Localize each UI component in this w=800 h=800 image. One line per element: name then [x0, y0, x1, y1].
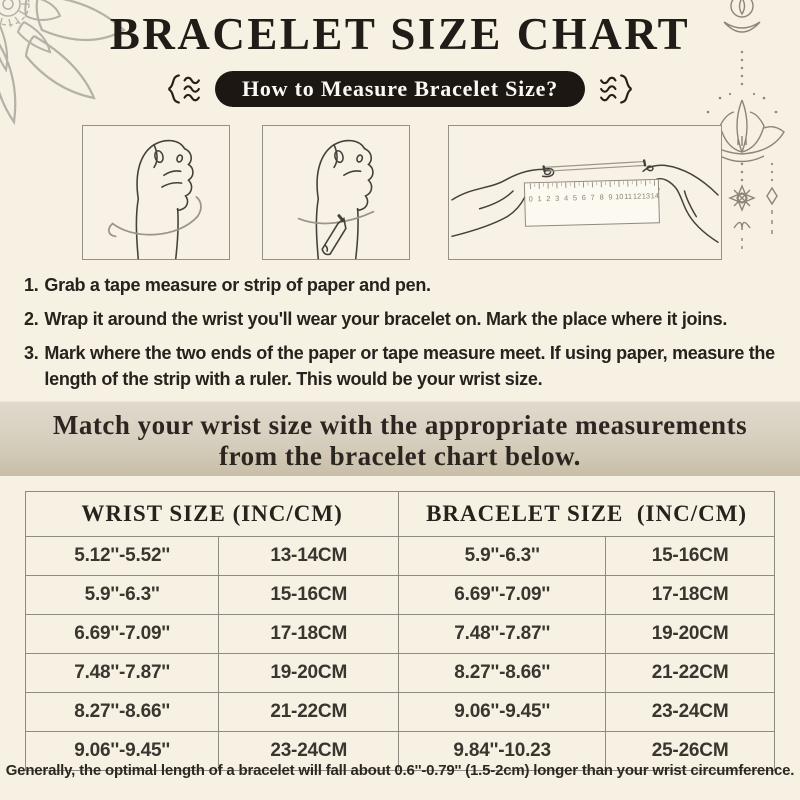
- step2-illustration: [262, 125, 410, 260]
- table-cell: 6.69''-7.09'': [399, 576, 606, 615]
- table-cell: 8.27''-8.66'': [399, 654, 606, 693]
- hand-with-pen-icon: [263, 126, 409, 259]
- instruction-item-1: [24, 272, 778, 298]
- ruler-number: 7: [590, 192, 595, 202]
- ruler-number: 14: [650, 191, 660, 201]
- table-row: [26, 693, 775, 732]
- table-cell: 21-22CM: [219, 693, 399, 732]
- ruler-number: 0: [528, 194, 533, 204]
- ruler-number: 8: [599, 192, 604, 202]
- size-table-header-row: [26, 492, 775, 537]
- table-cell: 23-24CM: [606, 693, 775, 732]
- table-cell: 17-18CM: [219, 615, 399, 654]
- table-cell: 7.48''-7.87'': [26, 654, 219, 693]
- page-title: BRACELET SIZE CHART: [109, 9, 691, 59]
- wrist-size-header: WRIST SIZE (INC/CM): [26, 492, 399, 537]
- how-to-measure-pill: How to Measure Bracelet Size?: [215, 71, 585, 107]
- ruler-number: 4: [563, 193, 569, 203]
- table-cell: 8.27''-8.66'': [26, 693, 219, 732]
- ruler-number: 1: [537, 194, 542, 204]
- hand-with-tape-icon: [83, 126, 229, 259]
- table-cell: 5.9''-6.3'': [26, 576, 219, 615]
- banner-line-2: from the bracelet chart below.: [219, 441, 581, 471]
- size-table: [25, 491, 775, 771]
- match-size-banner: [0, 401, 800, 476]
- instruction-item-2: [24, 306, 778, 332]
- ruler-number: 9: [608, 192, 613, 202]
- ruler-number: 6: [581, 193, 587, 203]
- table-cell: 9.06''-9.45'': [26, 732, 219, 771]
- bracelet-size-header: BRACELET SIZE (INC/CM): [399, 492, 775, 537]
- table-cell: 17-18CM: [606, 576, 775, 615]
- banner-line-1: Match your wrist size with the appropriate measurements: [52, 410, 748, 440]
- ruler-number: 13: [641, 191, 651, 201]
- ruler-measuring-icon: [449, 126, 721, 259]
- table-cell: 25-26CM: [606, 732, 775, 771]
- table-cell: 15-16CM: [219, 576, 399, 615]
- table-cell: 23-24CM: [219, 732, 399, 771]
- instruction-item-3: [24, 340, 778, 392]
- table-cell: 7.48''-7.87'': [399, 615, 606, 654]
- instruction-number: 1.: [24, 275, 39, 295]
- table-cell: 9.84''-10.23: [399, 732, 606, 771]
- table-row: [26, 537, 775, 576]
- step1-illustration: [82, 125, 230, 260]
- ruler-number: 12: [632, 191, 642, 201]
- table-cell: 6.69''-7.09'': [26, 615, 219, 654]
- table-cell: 15-16CM: [606, 537, 775, 576]
- ruler-number: 10: [615, 192, 624, 202]
- instruction-text: Grab a tape measure or strip of paper and pen.: [44, 275, 431, 295]
- table-cell: 9.06''-9.45'': [399, 693, 606, 732]
- ruler-number: 3: [555, 193, 560, 203]
- step3-illustration: [448, 125, 722, 260]
- instructions-list: [24, 272, 778, 400]
- instruction-text: Wrap it around the wrist you'll wear your bracelet on. Mark the place where it joins.: [44, 309, 728, 329]
- table-cell: 19-20CM: [219, 654, 399, 693]
- table-cell: 13-14CM: [219, 537, 399, 576]
- instruction-text: Mark where the two ends of the paper or tape measure meet. If using paper, measure the length of the strip with a ruler. This would be your wrist size.: [44, 343, 775, 389]
- table-row: [26, 576, 775, 615]
- instruction-number: 3.: [24, 343, 39, 363]
- ruler-number: 11: [624, 191, 633, 202]
- table-cell: 19-20CM: [606, 615, 775, 654]
- table-cell: 5.12''-5.52'': [26, 537, 219, 576]
- how-to-measure-header: [0, 68, 800, 110]
- table-row: [26, 654, 775, 693]
- table-row: [26, 615, 775, 654]
- instruction-number: 2.: [24, 309, 39, 329]
- table-cell: 5.9''-6.3'': [399, 537, 606, 576]
- ruler-number: 5: [572, 193, 578, 203]
- left-squiggle-icon: [166, 68, 206, 110]
- right-squiggle-icon: [594, 68, 634, 110]
- table-cell: 21-22CM: [606, 654, 775, 693]
- footer-note: Generally, the optimal length of a bracelet will fall about 0.6''-0.79'' (1.5-2cm) longer than your wrist circumference.: [5, 762, 795, 779]
- ruler-number: 2: [546, 193, 551, 204]
